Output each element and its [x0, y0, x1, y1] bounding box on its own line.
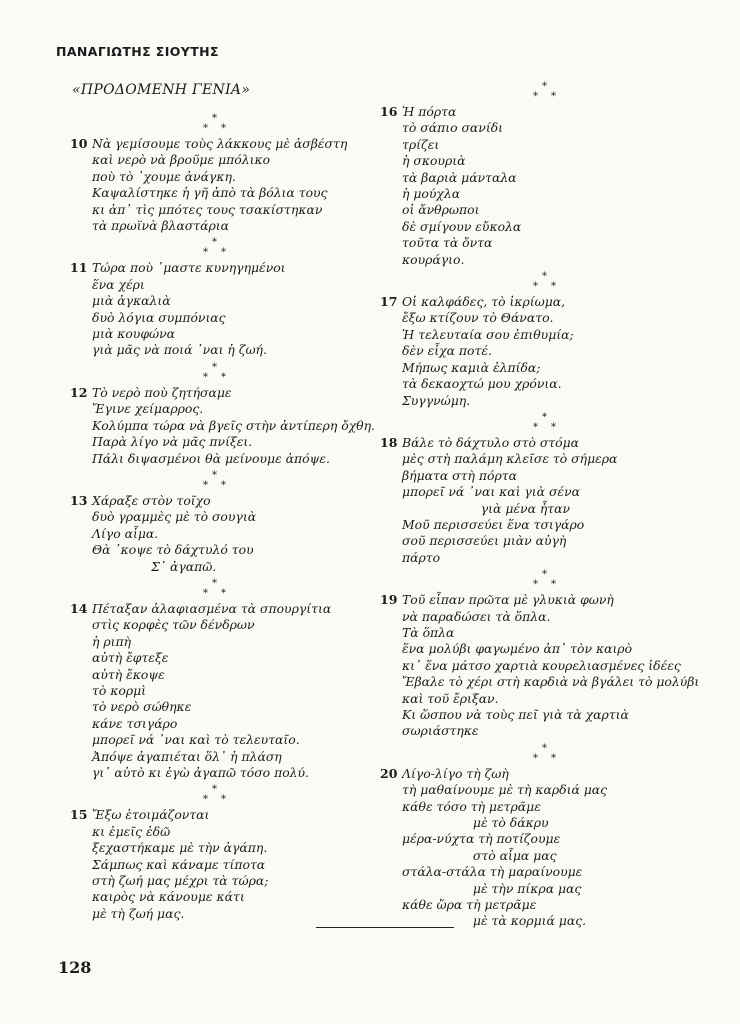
- poem-line: Παρὰ λίγο νὰ μᾶς πνίξει.: [92, 434, 253, 450]
- asterism-star: *: [551, 421, 556, 433]
- poem-13: [70, 493, 400, 575]
- left-column: [70, 112, 400, 924]
- poem-line: Κολύμπα τώρα νὰ βγεῖς στὴν ἀντίπερη ὄχθη.: [92, 417, 375, 433]
- poem-line: Χάραξε στὸν τοῖχο: [92, 492, 211, 508]
- poem-line: οἱ ἄνθρωποι: [402, 202, 480, 218]
- asterism-star: *: [203, 794, 208, 806]
- asterism-separator: [200, 469, 240, 493]
- poem-line: Τοῦ εἶπαν πρῶτα μὲ γλυκιὰ φωνὴ: [402, 592, 614, 608]
- poem-line: Ἡ πόρτα: [402, 104, 457, 119]
- poem-line: καὶ τοῦ ἔριξαν.: [402, 690, 499, 706]
- poem-number: 20: [380, 765, 398, 781]
- poem-16: [380, 104, 710, 268]
- asterism-star: *: [203, 371, 208, 383]
- poem-line: μπορεῖ νά ᾿ναι καὶ γιὰ σένα: [402, 484, 580, 500]
- running-header: ΠΑΝΑΓΙΩΤΗΣ ΣΙΟΥΤΗΣ: [56, 44, 219, 59]
- poem-line: Τὰ ὅπλα: [402, 624, 455, 640]
- poem-line: τοῦτα τὰ ὄντα: [402, 235, 493, 251]
- poem-line: πάρτο: [402, 549, 441, 565]
- asterism-separator: [530, 411, 570, 435]
- asterism-separator: [200, 361, 240, 385]
- poem-line: Θὰ ᾿κοψε τὸ δάχτυλό του: [92, 542, 254, 558]
- poem-line: τὸ σάπιο σανίδι: [402, 120, 504, 136]
- poem-line: ξεχαστήκαμε μὲ τὴν ἀγάπη.: [92, 840, 268, 856]
- poem-line: κι ἐμεῖς ἐδῶ: [92, 823, 171, 839]
- asterism-star: *: [551, 281, 556, 293]
- poem-line: μπορεῖ νά ᾿ναι καὶ τὸ τελευταῖο.: [92, 732, 300, 748]
- poem-line: αὐτὴ ἔκοψε: [92, 666, 165, 682]
- asterism-star: *: [203, 123, 208, 134]
- poem-line: γιὰ μᾶς νὰ ποιά ᾿ναι ἡ ζωή.: [92, 342, 267, 358]
- poem-line: Μήπως καμιὰ ἐλπίδα;: [402, 359, 541, 375]
- poem-line: δὲ σμίγουν εὔκολα: [402, 218, 522, 234]
- poem-lines: [92, 136, 400, 234]
- asterism-star: *: [551, 579, 556, 591]
- poem-line: τὸ κορμὶ: [92, 682, 147, 698]
- poem-line: μὲ τὴ ζωή μας.: [92, 905, 185, 921]
- asterism-star: *: [533, 281, 538, 293]
- poem-line: ἡ ριπὴ: [92, 633, 132, 649]
- poem-lines: [402, 766, 710, 930]
- asterism-star: *: [542, 411, 547, 423]
- poem-lines: [92, 260, 400, 358]
- asterism-star: *: [212, 237, 217, 249]
- asterism-star: *: [203, 479, 208, 491]
- asterism-star: *: [533, 421, 538, 433]
- poem-line: μέρα-νύχτα τὴ ποτίζουμε: [402, 831, 561, 847]
- poem-line: μὲ τὰ κορμιά μας.: [402, 913, 587, 929]
- poem-line: μὲ τὸ δάκρυ: [402, 815, 549, 831]
- poem-line: βήματα στὴ πόρτα: [402, 467, 517, 483]
- poem-line: Ἔβαλε τὸ χέρι στὴ καρδιὰ νὰ βγάλει τὸ μολύβι: [402, 674, 700, 690]
- poem-line: Τὸ νερὸ ποὺ ζητήσαμε: [92, 384, 232, 400]
- poem-line: νὰ παραδώσει τὰ ὅπλα.: [402, 608, 551, 624]
- poem-line: δὲν εἶχα ποτέ.: [402, 343, 492, 359]
- poem-line: στάλα-στάλα τὴ μαραίνουμε: [402, 864, 583, 880]
- poem-line: Ἔγινε χείμαρρος.: [92, 401, 204, 417]
- poem-lines: [402, 104, 710, 268]
- poem-line: δυὸ γραμμὲς μὲ τὸ σουγιὰ: [92, 509, 257, 525]
- poem-line: κάνε τσιγάρο: [92, 715, 178, 731]
- poem-number: 13: [70, 492, 88, 508]
- asterism-separator: [530, 742, 570, 766]
- page-number: 128: [58, 958, 92, 977]
- poem-line: Ἡ τελευταία σου ἐπιθυμία;: [402, 326, 574, 342]
- poem-17: [380, 294, 710, 409]
- poem-line: τὰ πρωϊνὰ βλαστάρια: [92, 218, 229, 234]
- asterism-star: *: [533, 91, 538, 102]
- asterism-separator: [200, 112, 240, 136]
- poem-line: κι ἀπ᾿ τὶς μπότες τους τσακίστηκαν: [92, 201, 323, 217]
- poem-line: γιὰ μένα ἦταν: [402, 500, 571, 516]
- asterism-separator: [530, 270, 570, 294]
- poem-14: [70, 601, 400, 781]
- poem-number: 10: [70, 136, 88, 151]
- poem-line: τὰ δεκαοχτώ μου χρόνια.: [402, 376, 562, 392]
- poem-number: 12: [70, 384, 88, 400]
- poem-line: μιὰ κουφώνα: [92, 326, 176, 342]
- asterism-star: *: [203, 247, 208, 259]
- poem-line: αὐτὴ ἔφτεξε: [92, 650, 169, 666]
- poem-number: 14: [70, 600, 88, 616]
- poem-line: σοῦ περισσεύει μιὰν αὐγὴ: [402, 533, 567, 549]
- poem-18: [380, 435, 710, 566]
- poem-line: Πάλι διψασμένοι θὰ μείνουμε ἀπόψε.: [92, 450, 330, 466]
- asterism-star: *: [542, 569, 547, 581]
- asterism-star: *: [551, 91, 556, 102]
- poem-line: Σ᾿ ἀγαπῶ.: [92, 558, 217, 574]
- asterism-separator: [200, 577, 240, 601]
- poem-line: Ἔξω ἑτοιμάζονται: [92, 807, 210, 823]
- poem-line: κι᾿ ἕνα μάτσο χαρτιὰ κουρελιασμένες ἰδέες: [402, 657, 681, 673]
- right-column: [380, 80, 710, 932]
- poem-line: σωριάστηκε: [402, 723, 479, 739]
- poem-line: στὴ ζωή μας μέχρι τὰ τώρα;: [92, 873, 269, 889]
- poem-line: μὲς στὴ παλάμη κλεῖσε τὸ σήμερα: [402, 451, 618, 467]
- asterism-star: *: [542, 742, 547, 754]
- poem-line: ἡ μούχλα: [402, 186, 461, 202]
- poem-lines: [92, 601, 400, 781]
- poem-line: τὸ νερὸ σώθηκε: [92, 699, 192, 715]
- poem-lines: [92, 493, 400, 575]
- asterism-star: *: [533, 752, 538, 764]
- poem-line: Τώρα ποὺ ᾿μαστε κυνηγημένοι: [92, 260, 286, 276]
- poem-line: τρίζει: [402, 136, 440, 152]
- poem-line: ἡ σκουριὰ: [402, 153, 466, 169]
- poem-line: δυὸ λόγια συμπόνιας: [92, 309, 226, 325]
- asterism-star: *: [212, 361, 217, 373]
- poem-number: 19: [380, 592, 398, 608]
- asterism-star: *: [221, 247, 226, 259]
- poem-lines: [402, 435, 710, 566]
- end-rule: [316, 927, 454, 928]
- poem-19: [380, 592, 710, 740]
- poem-line: Οἱ καλφάδες, τὸ ἰκρίωμα,: [402, 294, 566, 310]
- asterism-star: *: [221, 123, 226, 134]
- poem-line: στὸ αἷμα μας: [402, 847, 557, 863]
- asterism-star: *: [221, 587, 226, 599]
- asterism-star: *: [533, 579, 538, 591]
- poem-number: 17: [380, 294, 398, 310]
- asterism-star: *: [212, 784, 217, 796]
- poem-line: Λίγο-λίγο τὴ ζωὴ: [402, 765, 509, 781]
- poem-line: ἕνα μολύβι φαγωμένο ἀπ᾿ τὸν καιρὸ: [402, 641, 633, 657]
- poem-line: Σάμπως καὶ κάναμε τίποτα: [92, 856, 266, 872]
- poem-cycle-title: «ΠΡΟΔΟΜΕΝΗ ΓΕΝΙΑ»: [72, 82, 251, 98]
- asterism-separator: [530, 80, 570, 104]
- asterism-separator: [200, 236, 240, 260]
- poem-number: 15: [70, 807, 88, 823]
- poem-line: στὶς κορφὲς τῶν δένδρων: [92, 617, 255, 633]
- poem-line: Καψαλίστηκε ἡ γῆ ἀπὸ τὰ βόλια τους: [92, 185, 328, 201]
- poem-line: Λίγο αἷμα.: [92, 525, 159, 541]
- asterism-star: *: [221, 794, 226, 806]
- asterism-star: *: [542, 81, 547, 92]
- poem-line: Μοῦ περισσεύει ἕνα τσιγάρο: [402, 516, 585, 532]
- poem-number: 18: [380, 434, 398, 450]
- poem-line: κάθε ὥρα τὴ μετρᾶμε: [402, 897, 537, 913]
- asterism-separator: [200, 783, 240, 807]
- poem-line: τὴ μαθαίνουμε μὲ τὴ καρδιά μας: [402, 782, 608, 798]
- poem-line: κάθε τόσο τὴ μετρᾶμε: [402, 798, 541, 814]
- poem-line: Βάλε τὸ δάχτυλο στὸ στόμα: [402, 434, 580, 450]
- poem-line: Συγγνώμη.: [402, 392, 471, 408]
- poem-line: ἔξω κτίζουν τὸ Θάνατο.: [402, 310, 554, 326]
- poem-line: καὶ νερὸ νὰ βροῦμε μπόλικο: [92, 152, 271, 168]
- asterism-star: *: [542, 271, 547, 283]
- poem-lines: [92, 807, 400, 922]
- asterism-star: *: [212, 577, 217, 589]
- poem-line: τὰ βαριὰ μάνταλα: [402, 169, 517, 185]
- poem-line: καιρὸς νὰ κάνουμε κάτι: [92, 889, 245, 905]
- poem-number: 16: [380, 104, 398, 119]
- asterism-separator: [530, 568, 570, 592]
- poem-lines: [402, 294, 710, 409]
- poem-line: Ἀπόψε ἀγαπιέται ὅλ᾿ ἡ πλάση: [92, 748, 282, 764]
- poem-20: [380, 766, 710, 930]
- asterism-star: *: [212, 469, 217, 481]
- poem-line: γι᾿ αὐτὸ κι ἐγὼ ἀγαπῶ τόσο πολύ.: [92, 765, 309, 780]
- asterism-star: *: [551, 752, 556, 764]
- poem-11: [70, 260, 400, 358]
- poem-line: ποὺ τὸ ᾿χουμε ἀνάγκη.: [92, 168, 236, 184]
- poem-line: μιὰ ἀγκαλιὰ: [92, 293, 171, 309]
- poem-12: [70, 385, 400, 467]
- asterism-star: *: [203, 587, 208, 599]
- poem-lines: [402, 592, 710, 740]
- poem-line: κουράγιο.: [402, 251, 465, 267]
- poem-line: Κι ὥσπου νὰ τοὺς πεῖ γιὰ τὰ χαρτιὰ: [402, 707, 629, 722]
- poem-line: μὲ τὴν πίκρα μας: [402, 880, 582, 896]
- poem-number: 11: [70, 260, 88, 276]
- poem-15: [70, 807, 400, 922]
- poem-line: Νὰ γεμίσουμε τοὺς λάκκους μὲ ἀσβέστη: [92, 136, 348, 151]
- asterism-star: *: [221, 479, 226, 491]
- poem-line: ἕνα χέρι: [92, 276, 145, 292]
- poem-10: [70, 136, 400, 234]
- asterism-star: *: [221, 371, 226, 383]
- asterism-star: *: [212, 113, 217, 124]
- poem-lines: [92, 385, 400, 467]
- poem-line: Πέταξαν ἀλαφιασμένα τὰ σπουργίτια: [92, 600, 332, 616]
